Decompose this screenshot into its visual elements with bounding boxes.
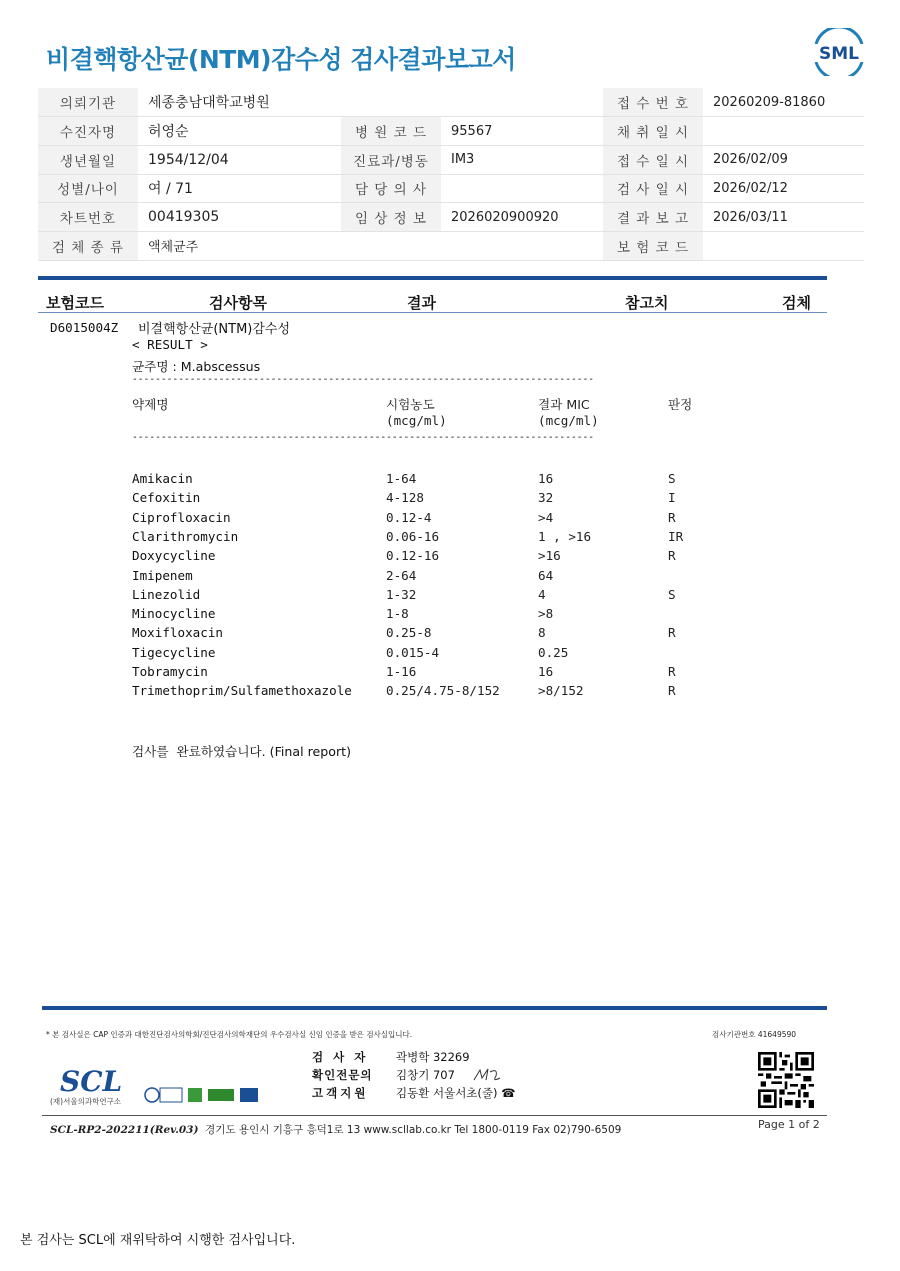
drug-name: Cefoxitin	[132, 490, 201, 506]
info-value	[441, 88, 603, 117]
logo-text: SML	[819, 44, 859, 64]
drug-name: Linezolid	[132, 586, 201, 602]
drug-test-range: 4-128	[386, 490, 424, 506]
info-row	[38, 174, 864, 203]
result-label: < RESULT >	[132, 337, 208, 352]
col-header-ref: 참고치	[625, 294, 669, 312]
address: 경기도 용인시 기흥구 흥덕1로 13 www.scllab.co.kr Tel 1800-0119 Fax 02)790-6509	[205, 1124, 622, 1136]
col-header-code: 보험코드	[46, 294, 104, 312]
drug-judgement: I	[668, 490, 676, 506]
drug-name: Imipenem	[132, 567, 193, 583]
contact-value: 김동환 서울서초(줄) ☎	[396, 1086, 516, 1100]
drug-judgement: R	[668, 548, 676, 564]
info-value: 여 / 71	[138, 174, 341, 203]
info-value	[703, 231, 864, 260]
info-label: 병 원 코 드	[341, 117, 441, 146]
qr-code-icon	[758, 1052, 814, 1108]
info-row	[38, 117, 864, 146]
col-header-item: 검사항목	[209, 294, 267, 312]
insurance-code: D6015004Z	[50, 320, 119, 335]
drug-mic: 16	[538, 471, 554, 486]
drug-name: Clarithromycin	[132, 528, 239, 544]
drug-test-range: 2-64	[386, 567, 417, 583]
drug-test-range: 0.12-16	[386, 548, 440, 564]
info-label: 채 취 일 시	[603, 117, 703, 146]
final-report-note: 검사를 완료하였습니다. (Final report)	[132, 744, 351, 759]
drug-test-range: 1-16	[386, 664, 417, 679]
info-label: 담 당 의 사	[341, 174, 441, 203]
outsourcing-note: 본 검사는 SCL에 재위탁하여 시행한 검사입니다.	[20, 1233, 296, 1248]
info-label: 차트번호	[38, 203, 138, 232]
info-label: 생년월일	[38, 145, 138, 174]
header-rule	[38, 276, 827, 280]
info-value: 00419305	[138, 203, 341, 232]
info-value: 액체균주	[138, 231, 341, 260]
info-label: 보 험 코 드	[603, 231, 703, 260]
info-label: 검 사 일 시	[603, 174, 703, 203]
info-label	[341, 231, 441, 260]
sml-logo-icon	[808, 28, 870, 76]
drug-name: Amikacin	[132, 471, 193, 486]
col-drug-name: 약제명	[132, 397, 169, 412]
drug-test-range: 0.25/4.75-8/152	[386, 683, 500, 699]
examiner-row	[312, 1049, 470, 1065]
drug-name: Tobramycin	[132, 664, 208, 679]
dash-line-top: --------------------------------------------------------------------------------	[132, 374, 595, 385]
signature-icon	[472, 1066, 502, 1084]
info-value: 95567	[441, 117, 603, 146]
lab-registration-number: 검사기관번호 41649590	[712, 1030, 797, 1039]
drug-test-range: 0.12-4	[386, 509, 432, 525]
drug-name: Ciprofloxacin	[132, 509, 231, 525]
col-range: 시험농도	[386, 397, 435, 412]
drug-mic: 64	[538, 567, 554, 583]
footer-thin-rule	[42, 1115, 827, 1116]
examiner-value: 곽병학 32269	[396, 1050, 470, 1064]
drug-mic: >16	[538, 548, 561, 564]
contact-label: 고객지원	[312, 1086, 369, 1100]
info-label: 수진자명	[38, 117, 138, 146]
accreditation-notice: * 본 검사실은 CAP 인증과 대한진단검사의학회/진단검사의학재단의 우수검사실 신임 인증을 받은 검사실입니다.	[46, 1030, 413, 1039]
scl-logo: SCL	[60, 1065, 123, 1098]
info-label: 성별/나이	[38, 174, 138, 203]
drug-name: Tigecycline	[132, 644, 216, 660]
drug-name: Moxifloxacin	[132, 625, 223, 641]
scl-subtitle: (재)서울의과학연구소	[50, 1097, 122, 1106]
confirm-row	[312, 1067, 455, 1083]
drug-mic: 16	[538, 664, 554, 679]
info-label: 결 과 보 고	[603, 203, 703, 232]
col-header-specimen: 검체	[782, 294, 811, 312]
info-label	[341, 88, 441, 117]
drug-judgement: R	[668, 683, 676, 699]
drug-mic: >8/152	[538, 683, 584, 699]
drug-test-range: 0.06-16	[386, 528, 440, 544]
drug-mic: 4	[538, 586, 546, 602]
info-value: 허영순	[138, 117, 341, 146]
info-value: 2026/02/09	[703, 145, 864, 174]
col-header-result: 결과	[407, 294, 436, 312]
col-range-unit: (mcg/ml)	[386, 413, 447, 428]
drug-test-range: 0.25-8	[386, 625, 432, 641]
info-label: 의뢰기관	[38, 88, 138, 117]
address-line	[50, 1122, 621, 1137]
info-value	[441, 231, 603, 260]
info-value: 2026/02/12	[703, 174, 864, 203]
info-value: 2026020900920	[441, 203, 603, 232]
drug-judgement: R	[668, 509, 676, 525]
drug-mic: 8	[538, 625, 546, 641]
header-sub-rule	[38, 312, 827, 313]
info-label: 검 체 종 류	[38, 231, 138, 260]
examiner-label: 검 사 자	[312, 1050, 369, 1064]
drug-mic: 0.25	[538, 644, 569, 660]
organism: 균주명 : M.abscessus	[132, 359, 261, 374]
drug-mic: >8	[538, 606, 554, 622]
info-label: 진료과/병동	[341, 145, 441, 174]
drug-judgement: IR	[668, 528, 684, 544]
info-row	[38, 145, 864, 174]
contact-row	[312, 1085, 515, 1101]
confirm-label: 확인전문의	[312, 1068, 373, 1082]
info-label: 임 상 정 보	[341, 203, 441, 232]
patient-info-table	[38, 88, 864, 261]
drug-name: Minocycline	[132, 606, 216, 622]
drug-name: Trimethoprim/Sulfamethoxazole	[132, 683, 352, 699]
info-value	[703, 117, 864, 146]
info-value: 20260209-81860	[703, 88, 864, 117]
col-mic: 결과 MIC	[538, 397, 590, 412]
info-value: 세종충남대학교병원	[138, 88, 341, 117]
dash-line-bottom: --------------------------------------------------------------------------------	[132, 432, 595, 443]
col-judgement: 판정	[668, 397, 693, 412]
footer-rule	[42, 1006, 827, 1010]
info-value	[441, 174, 603, 203]
drug-judgement: R	[668, 625, 676, 641]
drug-judgement: S	[668, 471, 676, 486]
info-value: 2026/03/11	[703, 203, 864, 232]
drug-test-range: 1-64	[386, 471, 417, 486]
drug-judgement: S	[668, 586, 676, 602]
drug-test-range: 0.015-4	[386, 644, 440, 660]
info-value: IM3	[441, 145, 603, 174]
drug-mic: 1 , >16	[538, 528, 592, 544]
form-code: SCL-RP2-202211(Rev.03)	[50, 1124, 199, 1136]
info-row	[38, 203, 864, 232]
drug-mic: 32	[538, 490, 554, 506]
drug-test-range: 1-32	[386, 586, 417, 602]
info-label: 접 수 일 시	[603, 145, 703, 174]
info-label: 접 수 번 호	[603, 88, 703, 117]
drug-test-range: 1-8	[386, 606, 409, 622]
report-title: 비결핵항산균(NTM)감수성 검사결과보고서	[46, 45, 516, 74]
info-value: 1954/12/04	[138, 145, 341, 174]
confirm-value: 김창기 707	[396, 1068, 455, 1082]
certification-logos-icon	[142, 1084, 262, 1106]
info-row	[38, 231, 864, 260]
info-row	[38, 88, 864, 117]
drug-mic: >4	[538, 509, 554, 525]
test-name: 비결핵항산균(NTM)감수성	[138, 322, 291, 337]
col-mic-unit: (mcg/ml)	[538, 413, 599, 428]
drug-name: Doxycycline	[132, 548, 216, 564]
drug-judgement: R	[668, 664, 676, 679]
page-number: Page 1 of 2	[758, 1118, 820, 1131]
